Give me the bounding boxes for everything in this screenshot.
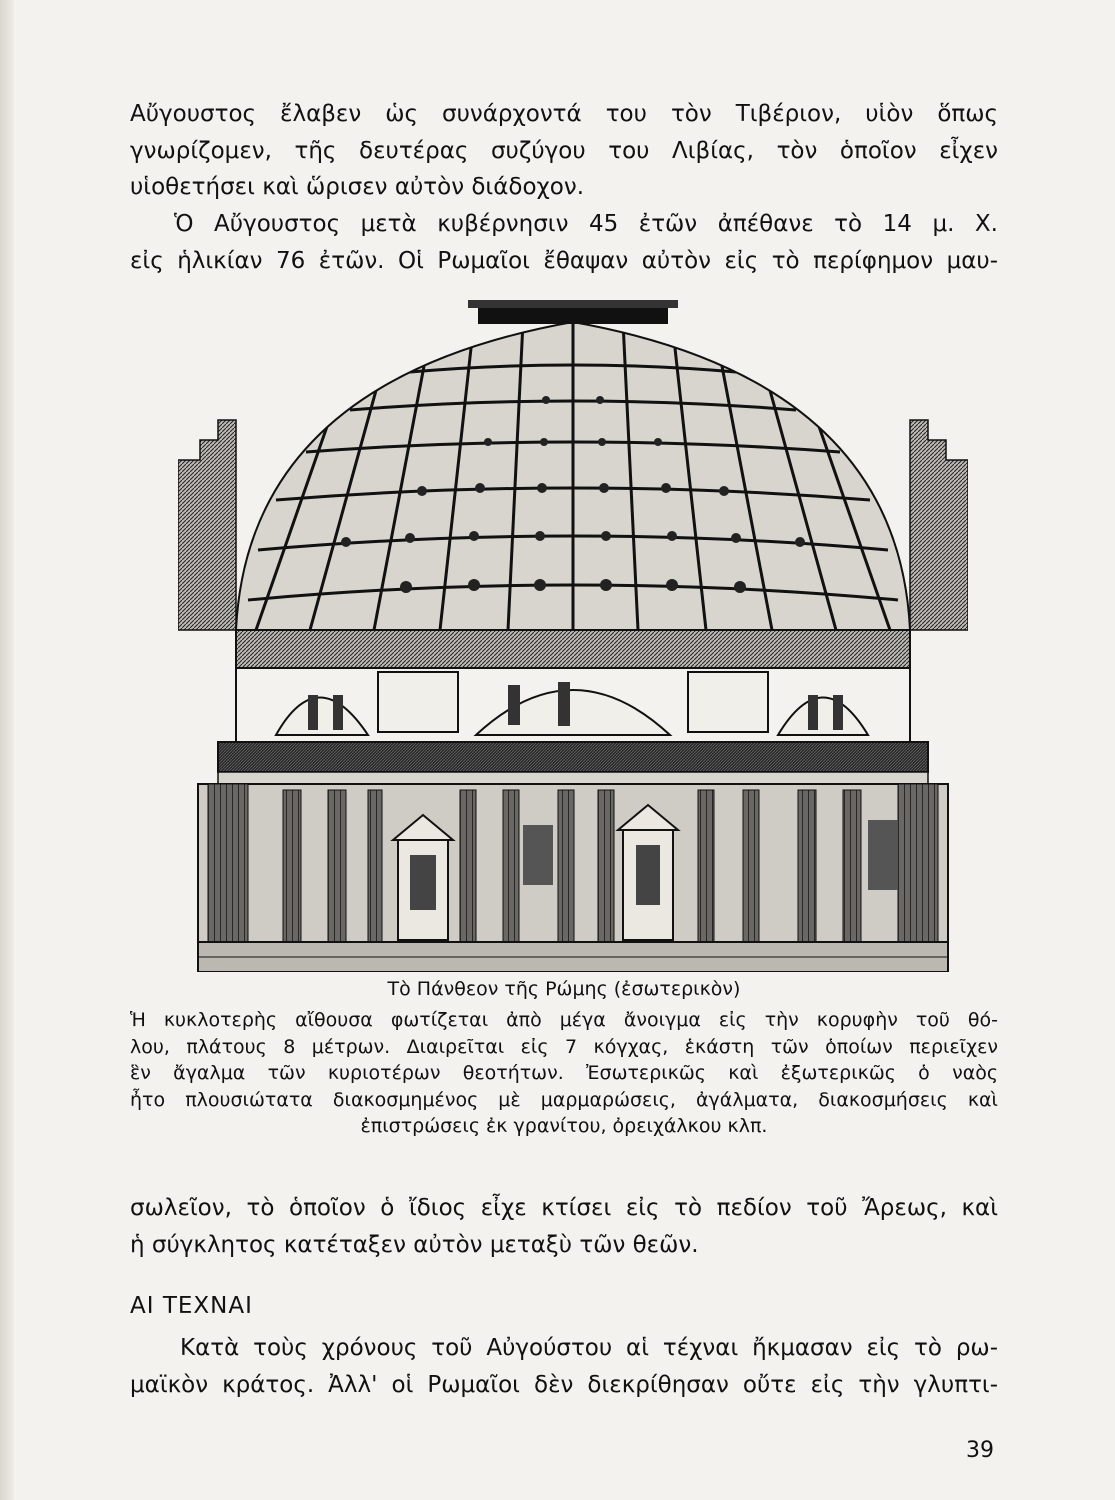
text-line: Ὁ Αὔγουστος μετὰ κυβέρνησιν 45 ἐτῶν ἀπέθανε τὸ 14 μ. Χ.	[174, 211, 998, 237]
top-paragraph	[130, 96, 998, 206]
text-line: μαϊκὸν κράτος. Ἀλλ' οἱ Ρωμαῖοι δὲν διεκρίθησαν οὔτε εἰς τὴν γλυπτι-	[130, 1371, 998, 1398]
fourth-paragraph	[130, 1330, 998, 1403]
third-paragraph	[130, 1190, 998, 1263]
page-binding-edge	[0, 0, 14, 1500]
pantheon-interior-illustration	[178, 300, 968, 972]
text-line: Κατὰ τοὺς χρόνους τοῦ Αὐγούστου αἱ τέχναι ἤκμασαν εἰς τὸ ρω-	[180, 1335, 998, 1361]
page-number: 39	[966, 1438, 994, 1463]
figure-title: Τὸ Πάνθεον τῆς Ρώμης (ἐσωτερικὸν)	[387, 978, 741, 1000]
text-line: εἰς ἡλικίαν 76 ἐτῶν. Οἱ Ρωμαῖοι ἔθαψαν αὐτὸν εἰς τὸ περίφημον μαυ-	[130, 247, 998, 274]
text-line: γνωρίζομεν, τῆς δευτέρας συζύγου του Λιβίας, τὸν ὁποῖον εἶχεν	[130, 137, 998, 164]
text-line: Αὔγουστος ἔλαβεν ὡς συνάρχοντά του τὸν Τιβέριον, υἱὸν ὅπως	[130, 101, 998, 127]
caption-line: Ἡ κυκλοτερὴς αἴθουσα φωτίζεται ἀπὸ μέγα ἄνοιγμα εἰς τὴν κορυφὴν τοῦ θό-	[130, 1009, 998, 1031]
caption-line: ἓν ἄγαλμα τῶν κυριοτέρων θεοτήτων. Ἐσωτερικῶς καὶ ἐξωτερικῶς ὁ ναὸς	[130, 1062, 998, 1084]
text-line: ἡ σύγκλητος κατέταξεν αὐτὸν μεταξὺ τῶν θεῶν.	[130, 1231, 699, 1258]
caption-line: λου, πλάτους 8 μέτρων. Διαιρεῖται εἰς 7 κόγχας, ἑκάστη τῶν ὁποίων περιεῖχεν	[130, 1035, 998, 1058]
figure-caption	[130, 1007, 998, 1140]
second-paragraph	[130, 206, 998, 279]
section-heading: ΑΙ ΤΕΧΝΑΙ	[130, 1293, 253, 1319]
text-line: σωλεῖον, τὸ ὁποῖον ὁ ἴδιος εἶχε κτίσει εἰς τὸ πεδίον τοῦ Ἄρεως, καὶ	[130, 1195, 998, 1221]
caption-line: ἐπιστρώσεις ἐκ γρανίτου, ὀρειχάλκου κλπ.	[360, 1115, 768, 1137]
caption-line: ἦτο πλουσιώτατα διακοσμημένος μὲ μαρμαρώσεις, ἀγάλματα, διακοσμήσεις καὶ	[130, 1088, 998, 1111]
text-line: υἱοθετήσει καὶ ὥρισεν αὐτὸν διάδοχον.	[130, 174, 585, 200]
